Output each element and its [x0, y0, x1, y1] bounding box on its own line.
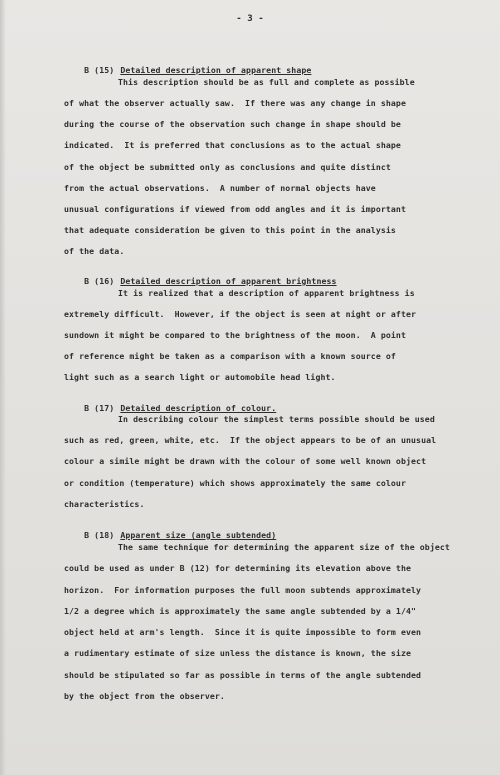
body-line: sundown it might be compared to the brightness of the moon. A point [64, 330, 406, 340]
body-line: that adequate consideration be given to this point in the analysis [64, 225, 396, 235]
body-line: extremely difficult. However, if the object is seen at night or after [64, 309, 417, 319]
body-line: could be used as under B (12) for determining its elevation above the [64, 563, 412, 573]
body-line: should be stipulated so far as possible in terms of the angle subtended [64, 670, 422, 680]
body-line: or condition (temperature) which shows approximately the same colour [64, 478, 406, 488]
body-line: from the actual observations. A number of normal objects have [64, 183, 376, 193]
body-line: of the data. [64, 246, 125, 256]
section-number: B (16) [84, 276, 115, 286]
body-line: 1/2 a degree which is approximately the same angle subtended by a 1/4" [64, 606, 417, 616]
body-line: The same technique for determining the apparent size of the object [118, 542, 450, 552]
body-line: unusual configurations if viewed from odd angles and it is important [64, 204, 406, 214]
section-title: Detailed description of apparent brightness [120, 276, 337, 286]
body-line: colour a simile might be drawn with the colour of some well known object [64, 456, 427, 466]
body-line: This description should be as full and complete as possible [118, 77, 415, 87]
page-edge-shadow [0, 0, 6, 775]
section-number: B (17) [84, 403, 115, 413]
section-number: B (15) [84, 65, 115, 75]
body-line: object held at arm's length. Since it is quite impossible to form even [64, 627, 422, 637]
body-line: a rudimentary estimate of size unless the distance is known, the size [64, 648, 412, 658]
body-line: of the object be submitted only as conclusions and quite distinct [64, 162, 391, 172]
body-line: of what the observer actually saw. If there was any change in shape [64, 98, 406, 108]
section-number: B (18) [84, 530, 115, 540]
body-line: characteristics. [64, 499, 145, 509]
section-title: Detailed description of colour. [120, 403, 277, 413]
body-line: during the course of the observation such change in shape should be [64, 119, 401, 129]
body-line: In describing colour the simplest terms possible should be used [118, 414, 435, 424]
section-title: Detailed description of apparent shape [120, 65, 312, 75]
body-line: by the object from the observer. [64, 691, 225, 701]
body-line: light such as a search light or automobile head light. [64, 372, 336, 382]
body-line: such as red, green, white, etc. If the object appears to be of an unusual [64, 435, 437, 445]
page-number: - 3 - [236, 14, 264, 24]
body-line: It is realized that a description of apparent brightness is [118, 288, 415, 298]
body-line: indicated. It is preferred that conclusions as to the actual shape [64, 140, 401, 150]
body-line: of reference might be taken as a comparison with a known source of [64, 351, 396, 361]
section-title: Apparent size (angle subtended) [120, 530, 277, 540]
body-line: horizon. For information purposes the full moon subtends approximately [64, 585, 422, 595]
